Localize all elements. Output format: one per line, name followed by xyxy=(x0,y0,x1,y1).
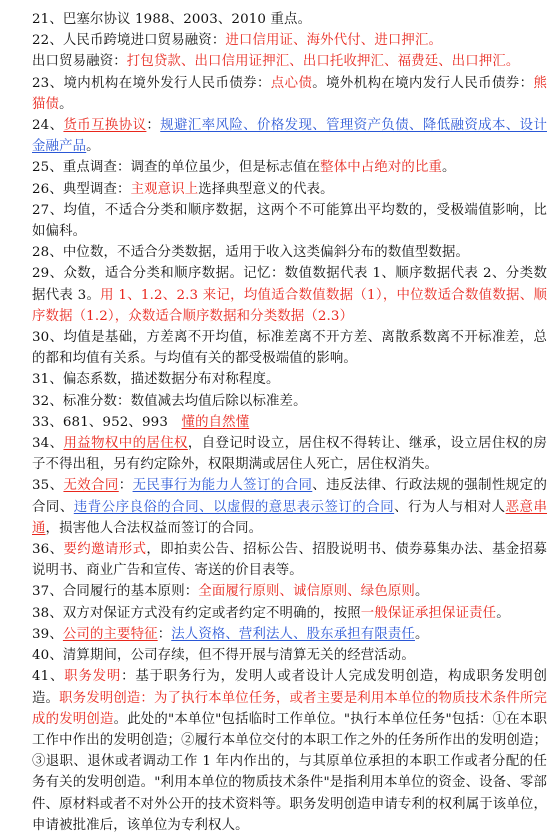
entry-26-segment: 26、典型调查： xyxy=(32,181,131,197)
entry-39 xyxy=(32,624,547,645)
entry-25-segment: 25、重点调查：调查的单位虽少，但是标志值在 xyxy=(32,160,321,176)
entry-30-segment: 30、均值是基础，方差离不开均值，标准差离不开方差、离散系数离不开标准差，总的都和均值有关系。与均值有关的都受极端值的影响。 xyxy=(32,330,547,367)
entry-33 xyxy=(32,412,547,433)
entry-26-segment: 选择典型意义的代表。 xyxy=(198,181,334,197)
entry-35 xyxy=(32,475,547,539)
entry-29-segment: 用 1、1.2、2.3 来记，均值适合数值数据（1），中位数适合数值数据、顺序数据（1.2），众数适合顺序数据和分类数据（2.3） xyxy=(32,287,547,324)
entry-23-segment: 熊猫债 xyxy=(32,75,547,112)
entry-24-segment: 24、 xyxy=(32,118,64,134)
entry-31-segment: 31、偏态系数，描述数据分布对称程度。 xyxy=(32,372,280,388)
entry-39-segment: 。 xyxy=(414,626,429,642)
entry-36 xyxy=(32,539,547,581)
entry-23-segment: 点心债 xyxy=(270,75,313,91)
entry-34 xyxy=(32,433,547,475)
entry-35-segment: 违背公序良俗的合同、以虚假的意思表示签订的合同 xyxy=(73,499,395,515)
entry-39-segment: 公司的主要特征 xyxy=(62,626,158,642)
entry-40-segment: 40、清算期间，公司存续，但不得开展与清算无关的经营活动。 xyxy=(32,648,415,664)
entry-35-segment: 无效合同 xyxy=(63,478,119,494)
entry-21-segment: 21、巴塞尔协议 1988、2003、2010 重点。 xyxy=(32,12,312,27)
entry-33-segment: 懂的自然懂 xyxy=(181,414,250,430)
entry-27-segment: 27、均值，不适合分类和顺序数据，这两个不可能算出平均数的，受极端值影响，比如偏科。 xyxy=(32,202,547,240)
entry-24 xyxy=(32,115,547,157)
entry-35-segment: ： xyxy=(118,478,133,494)
entry-23-segment: 。境外机构在境内发行人民币债券： xyxy=(312,75,534,91)
entry-41-segment: 41、 xyxy=(32,669,65,685)
entry-35-segment: ，损害他人合法权益而签订的合同。 xyxy=(45,520,263,536)
entry-22 xyxy=(32,30,547,51)
entry-28-segment: 28、中位数，不适合分类数据，适用于收入这类偏斜分布的数值型数据。 xyxy=(32,245,470,261)
entry-21 xyxy=(32,9,547,30)
entry-36-segment: 要约邀请形式 xyxy=(63,542,147,558)
entry-35-segment: 35、 xyxy=(32,478,64,494)
entry-41-segment: ：基于职务行为，发明人或者设计人完成发明创造，构成职务发明创造。 xyxy=(32,669,547,706)
entry-23-segment: 23、境内机构在境外发行人民币债券： xyxy=(32,75,271,91)
entry-27 xyxy=(32,200,547,242)
entry-31 xyxy=(32,369,547,390)
entry-35-segment: 无民事行为能力人签订的合同 xyxy=(132,478,313,494)
entry-33-segment: 33、681、952、993 xyxy=(32,414,182,430)
entry-29-segment: 29、众数，适合分类和顺序数据。记忆：数值数据代表 1、顺序数据代表 2、分类数据代表 3。 xyxy=(32,266,547,303)
entry-39-segment: ： xyxy=(157,626,172,642)
entry-36-segment: 36、 xyxy=(32,542,64,558)
entry-34-segment: 34、 xyxy=(32,436,64,452)
entry-40 xyxy=(32,645,547,666)
entry-26-segment: 主观意识上 xyxy=(130,181,199,197)
entry-41-segment: 。此处的"本单位"包括临时工作单位。"执行本单位任务"包括：①在本职工作中作出的发明创造；②履行本单位交付的本职工作之外的任务所作出的发明创造；③退职、退休或者调动工作 1 年内作出的，与其原单位承担的本职工作或者分配的任务有关的发明创造。"利用本单位的物质技术条件"是指利用本单位的资金、设备、零部件、原材料或者不对外公开的技术资料等。职务发明创造申请专利的权利属于该单位，申请被批准后，该单位为专利权人。 xyxy=(32,711,548,833)
entry-28 xyxy=(32,242,547,263)
entry-24-segment: 。 xyxy=(86,139,100,155)
entry-22b xyxy=(32,51,547,72)
entry-26 xyxy=(32,179,547,200)
entry-35-segment: 、行为人与相对人 xyxy=(394,499,506,515)
entry-38 xyxy=(32,603,547,624)
entry-35-segment: 、违反法律、行政法规的强制性规定的合同、 xyxy=(32,478,547,515)
entry-34-segment: 用益物权中的居住权 xyxy=(63,436,188,452)
entry-39-segment: 法人资格、营利法人、股东承担有限责任 xyxy=(171,626,415,642)
entry-41 xyxy=(32,666,547,836)
entry-23-segment: 。 xyxy=(59,96,73,112)
entry-41-segment: 职务发明 xyxy=(64,669,122,685)
entry-22-segment: 进口信用证、海外代付、进口押汇。 xyxy=(225,33,443,49)
entry-22b-segment: 出口贸易融资： xyxy=(32,54,127,70)
entry-34-segment: ，自登记时设立，居住权不得转让、继承，设立居住权的房子不得出租，另有约定除外，权限期满或居住人死亡，居住权消失。 xyxy=(32,436,547,473)
entry-29 xyxy=(32,263,547,327)
entry-30 xyxy=(32,327,547,369)
entry-41-segment: 职务发明创造：为了执行本单位任务，或者主要是利用本单位的物质技术条件所完成的发明创造 xyxy=(32,690,547,727)
entry-24-segment: 规避汇率风险、价格发现、管理资产负债、降低融资成本、设计金融产品 xyxy=(32,118,547,155)
entry-25-segment: 整体中占绝对的比重 xyxy=(320,160,443,176)
entry-24-segment: ： xyxy=(146,118,161,134)
entry-37-segment: 全面履行原则、诚信原则、绿色原则 xyxy=(198,584,415,600)
entry-37 xyxy=(32,581,547,602)
entry-37-segment: 37、合同履行的基本原则： xyxy=(32,584,199,600)
entry-25-segment: 。 xyxy=(442,160,456,176)
entry-36-segment: ，即拍卖公告、招标公告、招股说明书、债券募集办法、基金招募说明书、商业广告和宣传、寄送的价目表等。 xyxy=(32,542,547,579)
entry-32 xyxy=(32,391,547,412)
entry-38-segment: 。 xyxy=(496,605,510,621)
entry-38-segment: 38、双方对保证方式没有约定或者约定不明确的，按照 xyxy=(32,605,361,621)
entry-22-segment: 22、人民币跨境进口贸易融资： xyxy=(32,33,226,49)
entry-24-segment: 货币互换协议 xyxy=(63,118,147,134)
entry-32-segment: 32、标准分数：数值减去均值后除以标准差。 xyxy=(32,393,307,409)
entry-25 xyxy=(32,157,547,178)
entry-37-segment: 。 xyxy=(414,584,429,600)
entry-39-segment: 39、 xyxy=(32,626,63,642)
entry-35-segment: 恶意串通 xyxy=(32,499,548,536)
entry-38-segment: 一般保证承担保证责任 xyxy=(360,605,497,621)
entry-22b-segment: 打包贷款、出口信用证押汇、出口托收押汇、福费廷、出口押汇。 xyxy=(126,54,520,70)
entry-23 xyxy=(32,73,547,115)
